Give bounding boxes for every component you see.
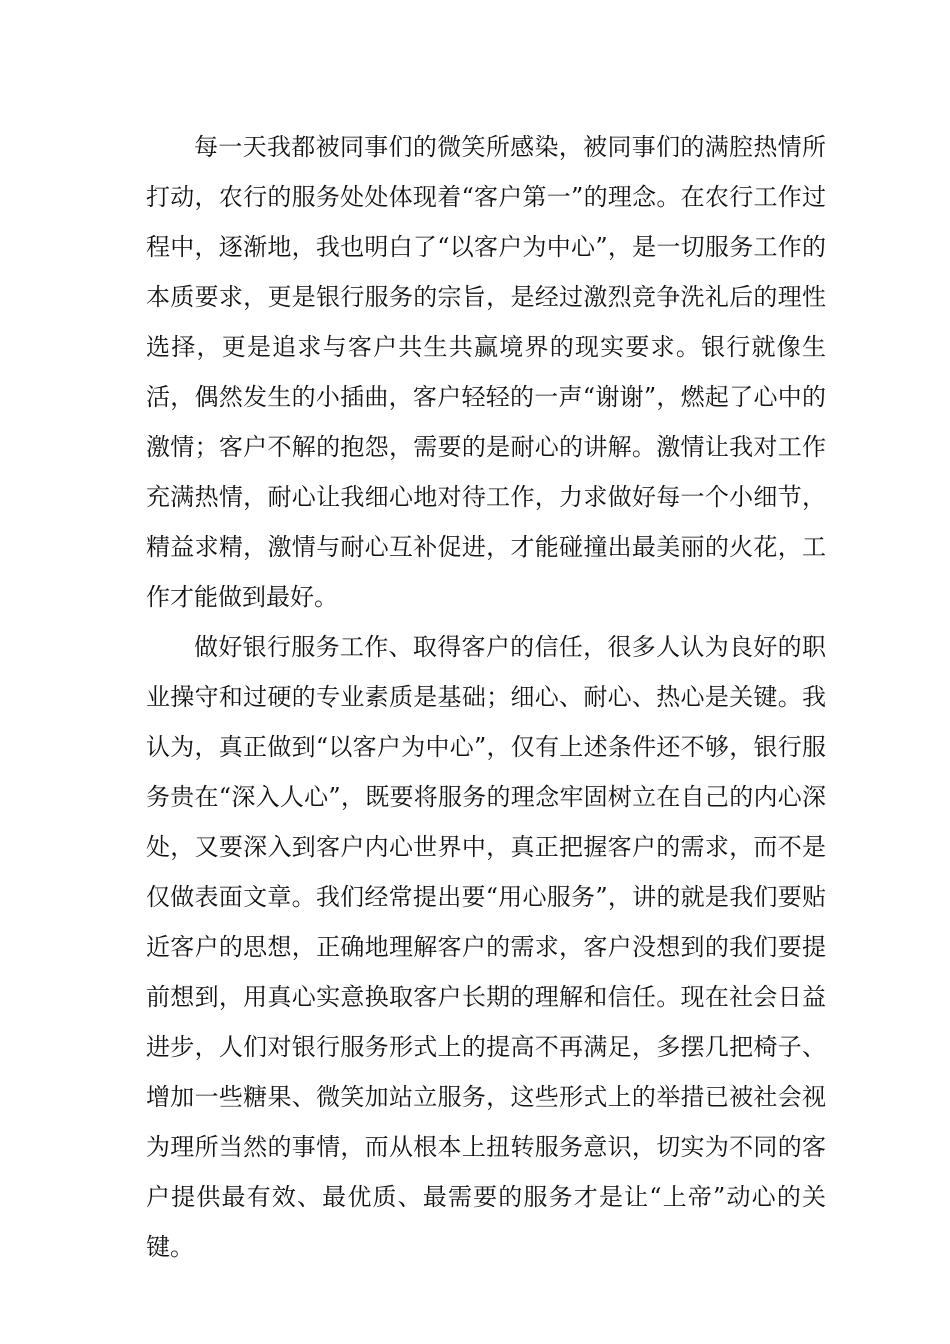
document-body (146, 122, 826, 1272)
paragraph-2: 做好银行服务工作、取得客户的信任，很多人认为良好的职业操守和过硬的专业素质是基础；细心、耐心、热心是关键。我认为，真正做到“以客户为中心”，仅有上述条件还不够，银行服务贵在“深入人心”，既要将服务的理念牢固树立在自己的内心深处，又要深入到客户内心世界中，真正把握客户的需求，而不是仅做表面文章。我们经常提出要“用心服务”，讲的就是我们要贴近客户的思想，正确地理解客户的需求，客户没想到的我们要提前想到，用真心实意换取客户长期的理解和信任。现在社会日益进步，人们对银行服务形式上的提高不再满足，多摆几把椅子、增加一些糖果、微笑加站立服务，这些形式上的举措已被社会视为理所当然的事情，而从根本上扭转服务意识，切实为不同的客户提供最有效、最优质、最需要的服务才是让“上帝”动心的关键。 (146, 633, 826, 1261)
paragraph-1: 每一天我都被同事们的微笑所感染，被同事们的满腔热情所打动，农行的服务处处体现着“客户第一”的理念。在农行工作过程中，逐渐地，我也明白了“以客户为中心”，是一切服务工作的本质要求，更是银行服务的宗旨，是经过激烈竞争洗礼后的理性选择，更是追求与客户共生共赢境界的现实要求。银行就像生活，偶然发生的小插曲，客户轻轻的一声“谢谢”，燃起了心中的激情；客户不解的抱怨，需要的是耐心的讲解。激情让我对工作充满热情，耐心让我细心地对待工作，力求做好每一个小细节，精益求精，激情与耐心互补促进，才能碰撞出最美丽的火花，工作才能做到最好。 (146, 133, 826, 611)
